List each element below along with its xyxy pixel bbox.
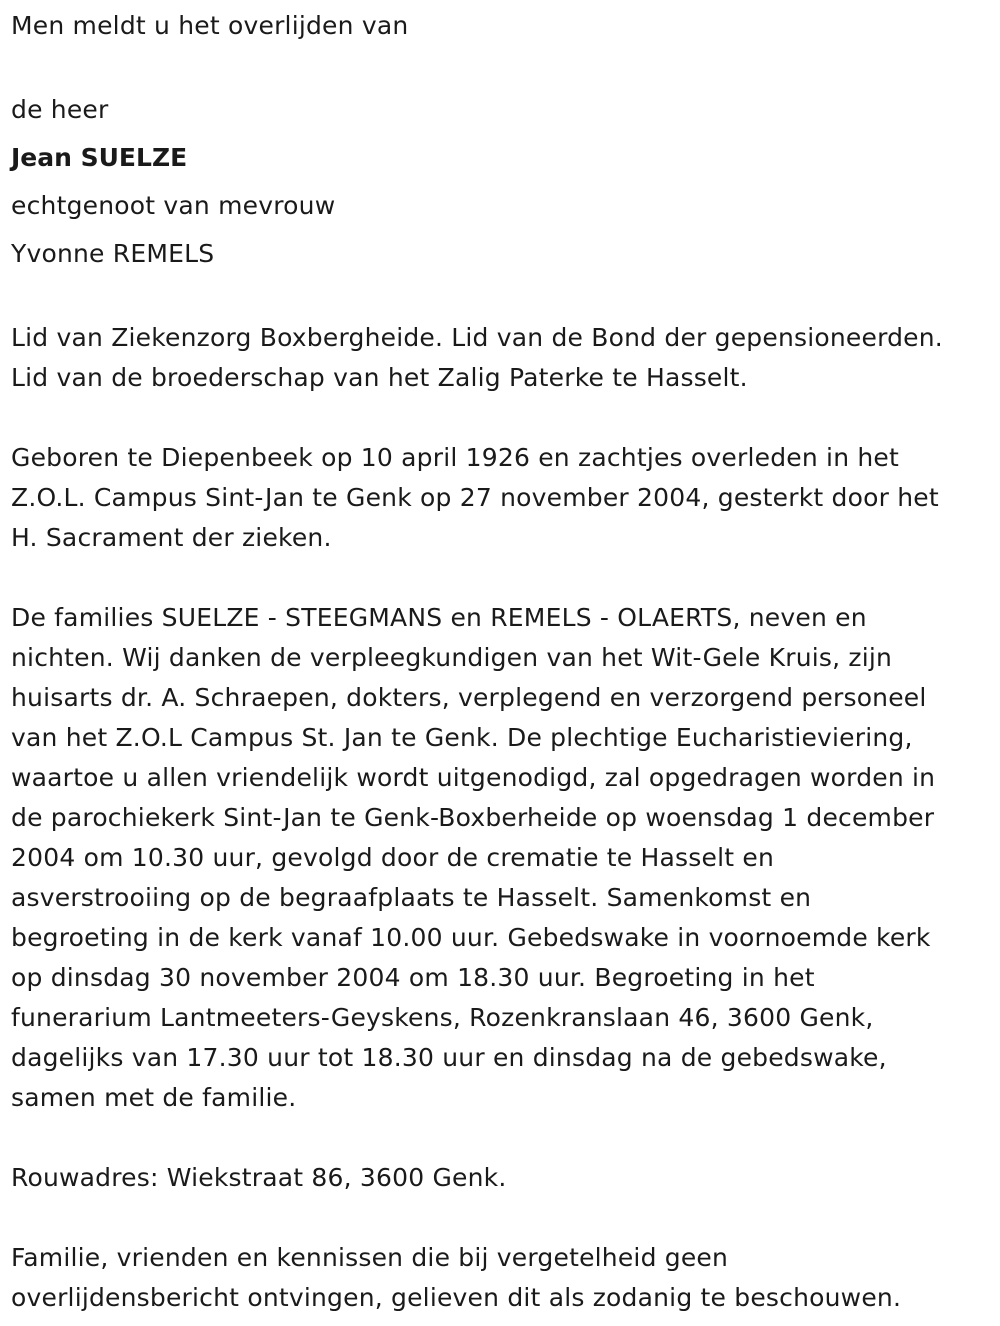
closing-line: overlijdensbericht ontvingen, gelieven dit als zodanig te beschouwen. xyxy=(11,1283,902,1312)
spacer xyxy=(11,398,996,438)
spacer xyxy=(11,46,996,86)
obituary-document xyxy=(11,6,996,1318)
memberships-line: Lid van Ziekenzorg Boxbergheide. Lid van de Bond der gepensioneerden. xyxy=(11,323,943,352)
closing-line: Familie, vrienden en kennissen die bij vergetelheid geen xyxy=(11,1243,729,1272)
mourning-address: Rouwadres: Wiekstraat 86, 3600 Genk. xyxy=(11,1163,507,1192)
families-line: op dinsdag 30 november 2004 om 18.30 uur. Begroeting in het xyxy=(11,963,815,992)
families-line: funerarium Lantmeeters-Geyskens, Rozenkranslaan 46, 3600 Genk, xyxy=(11,1003,874,1032)
memberships-line: Lid van de broederschap van het Zalig Paterke te Hasselt. xyxy=(11,363,748,392)
families-paragraph xyxy=(11,598,996,1118)
spacer xyxy=(11,278,996,318)
families-line: dagelijks van 17.30 uur tot 18.30 uur en dinsdag na de gebedswake, xyxy=(11,1043,887,1072)
birth-death-line: Z.O.L. Campus Sint-Jan te Genk op 27 november 2004, gesterkt door het xyxy=(11,483,939,512)
families-line: de parochiekerk Sint-Jan te Genk-Boxberheide op woensdag 1 december xyxy=(11,803,935,832)
families-line: 2004 om 10.30 uur, gevolgd door de crematie te Hasselt en xyxy=(11,843,774,872)
memberships-paragraph xyxy=(11,318,996,398)
families-line: van het Z.O.L Campus St. Jan te Genk. De plechtige Eucharistieviering, xyxy=(11,723,913,752)
title-prefix: de heer xyxy=(11,95,109,124)
birth-death-line: Geboren te Diepenbeek op 10 april 1926 en zachtjes overleden in het xyxy=(11,443,900,472)
spacer xyxy=(11,1118,996,1158)
families-line: begroeting in de kerk vanaf 10.00 uur. Gebedswake in voornoemde kerk xyxy=(11,923,931,952)
spacer xyxy=(11,558,996,598)
spacer xyxy=(11,1198,996,1238)
spouse-label: echtgenoot van mevrouw xyxy=(11,191,336,220)
families-line: nichten. Wij danken de verpleegkundigen van het Wit-Gele Kruis, zijn xyxy=(11,643,893,672)
families-line: huisarts dr. A. Schraepen, dokters, verplegend en verzorgend personeel xyxy=(11,683,927,712)
families-line: asverstrooiing op de begraafplaats te Hasselt. Samenkomst en xyxy=(11,883,812,912)
spouse-name: Yvonne REMELS xyxy=(11,239,215,268)
families-line: samen met de familie. xyxy=(11,1083,297,1112)
families-line: waartoe u allen vriendelijk wordt uitgenodigd, zal opgedragen worden in xyxy=(11,763,936,792)
deceased-name: Jean SUELZE xyxy=(11,143,188,172)
birth-death-line: H. Sacrament der zieken. xyxy=(11,523,332,552)
intro-text: Men meldt u het overlijden van xyxy=(11,11,409,40)
closing-paragraph xyxy=(11,1238,996,1318)
birth-death-paragraph xyxy=(11,438,996,558)
families-line: De families SUELZE - STEEGMANS en REMELS - OLAERTS, neven en xyxy=(11,603,867,632)
